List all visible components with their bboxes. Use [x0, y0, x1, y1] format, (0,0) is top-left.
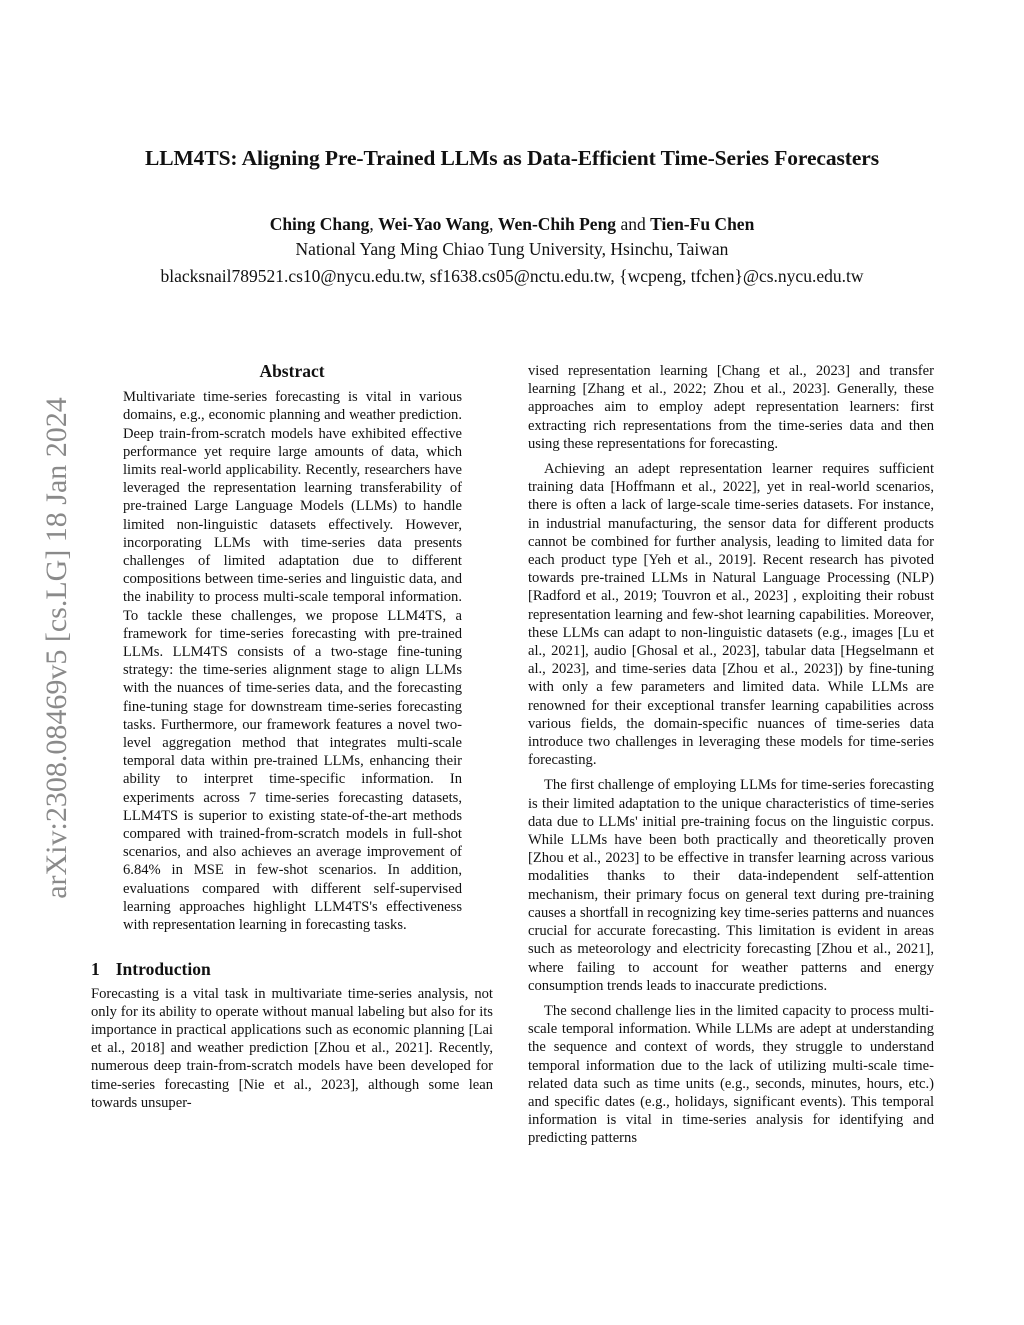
left-column — [91, 362, 493, 1112]
author-emails: blacksnail789521.cs10@nycu.edu.tw, sf1638.cs05@nctu.edu.tw, {wcpeng, tfchen}@cs.nycu.edu.tw — [160, 266, 864, 286]
author-list — [60, 212, 964, 236]
author-name: Wen-Chih Peng — [497, 214, 617, 234]
intro-paragraph: The first challenge of employing LLMs for time-series forecasting is their limited adaptation to the unique characteristics of time-series data due to LLMs' initial pre-training focus on the linguistic corpus. While LLMs have been both practically and theoretically proven [Zhou et al., 2023] to be effective in transfer learning across various modalities thanks to their data-independent self-attention mechanism, their primary focus on general text during pre-training causes a shortfall in recognizing key time-series patterns and nuances crucial for accurate forecasting. This limitation is evident in areas such as meteorology and electricity forecasting [Zhou et al., 2021], where failing to account for weather patterns and energy consumption trends leads to inaccurate predictions. — [528, 777, 934, 994]
author-separator: , — [489, 214, 498, 234]
intro-paragraph: Achieving an adept representation learner requires sufficient training data [Hoffmann et al., 2022], yet in real-world scenarios, there is often a lack of large-scale time-series datasets. For instance, in industrial manufacturing, the sensor data for different products cannot be combined for further analysis, leading to limited data for each product type [Yeh et al., 2019]. Recent research has pivoted towards pre-trained LLMs in Natural Language Processing (NLP) [Radford et al., 2019; Touvron et al., 2023] , exploiting their robust representation learning and few-shot learning capabilities. Moreover, these LLMs can adapt to non-linguistic datasets (e.g., images [Lu et al., 2021], audio [Ghosal et al., 2023], tabular data [Hegselmann et al., 2023], and time-series data [Zhou et al., 2023]) by fine-tuning with only a few parameters and limited data. While LLMs are renowned for their exceptional transfer learning capabilities across various fields, the domain-specific nuances of time-series data introduce two challenges in leveraging these models for time-series forecasting. — [528, 461, 934, 769]
section-number: 1 — [91, 959, 100, 980]
intro-paragraph: Forecasting is a vital task in multivariate time-series analysis, not only for its ability to operate without manual labeling but also for its importance in practical applications such as economic planning [Lai et al., 2018] and weather prediction [Zhou et al., 2021]. Recently, numerous deep train-from-scratch models have been developed for time-series forecasting [Nie et al., 2023], although some lean towards unsuper- — [91, 985, 493, 1111]
author-and: and — [616, 214, 651, 234]
section-heading — [91, 960, 493, 978]
author-name: Wei-Yao Wang — [378, 214, 490, 234]
abstract-heading: Abstract — [259, 361, 325, 381]
intro-paragraph: The second challenge lies in the limited capacity to process multi-scale temporal information. While LLMs are adept at understanding the sequence and context of words, they struggle to understand temporal information due to the lack of utilizing multi-scale time-related data such as time units (e.g., seconds, minutes, hours, etc.) and specific dates (e.g., holidays, significant events). This temporal information is vital in time-series analysis for identifying and predicting patterns — [528, 1002, 934, 1147]
abstract-text: Multivariate time-series forecasting is vital in various domains, e.g., economic planning and weather prediction. Deep train-from-scratch models have exhibited effective performance yet require large amounts of data, which limits real-world applicability. Recently, researchers have leveraged the representation learning transferability of pre-trained Large Language Models (LLMs) to handle limited non-linguistic datasets effectively. However, incorporating LLMs with time-series data presents challenges of limited adaptation due to different compositions between time-series and linguistic data, and the inability to process multi-scale temporal information. To tackle these challenges, we propose LLM4TS, a framework for time-series forecasting with pre-trained LLMs. LLM4TS consists of a two-stage fine-tuning strategy: the time-series alignment stage to align LLMs with the nuances of time-series data, and the forecasting fine-tuning stage for downstream time-series forecasting tasks. Furthermore, our framework features a novel two-level aggregation method that integrates multi-scale temporal data within pre-trained LLMs, enhancing their ability to interpret time-specific information. In experiments across 7 time-series forecasting datasets, LLM4TS is superior to existing state-of-the-art methods compared with trained-from-scratch models in full-shot scenarios, and also achieves an average improvement of 6.84% in MSE in few-shot scenarios. In addition, evaluations compared with different self-supervised learning approaches highlight LLM4TS's effectiveness with representation learning in forecasting tasks. — [123, 389, 462, 934]
affiliation: National Yang Ming Chiao Tung University, Hsinchu, Taiwan — [295, 239, 729, 259]
author-name: Ching Chang — [269, 214, 370, 234]
section-title: Introduction — [115, 959, 211, 980]
paper-title: LLM4TS: Aligning Pre-Trained LLMs as Data-Efficient Time-Series Forecasters — [145, 146, 879, 170]
intro-paragraph: vised representation learning [Chang et al., 2023] and transfer learning [Zhang et al., 2022; Zhou et al., 2023]. Generally, these approaches aim to employ adept representation learners: first extracting rich representations from the time-series data and then using these representations for forecasting. — [528, 363, 934, 452]
author-separator: , — [369, 214, 379, 234]
author-name: Tien-Fu Chen — [650, 214, 755, 234]
right-column — [528, 362, 934, 1148]
arxiv-identifier: arXiv:2308.08469v5 [cs.LG] 18 Jan 2024 — [40, 397, 73, 899]
